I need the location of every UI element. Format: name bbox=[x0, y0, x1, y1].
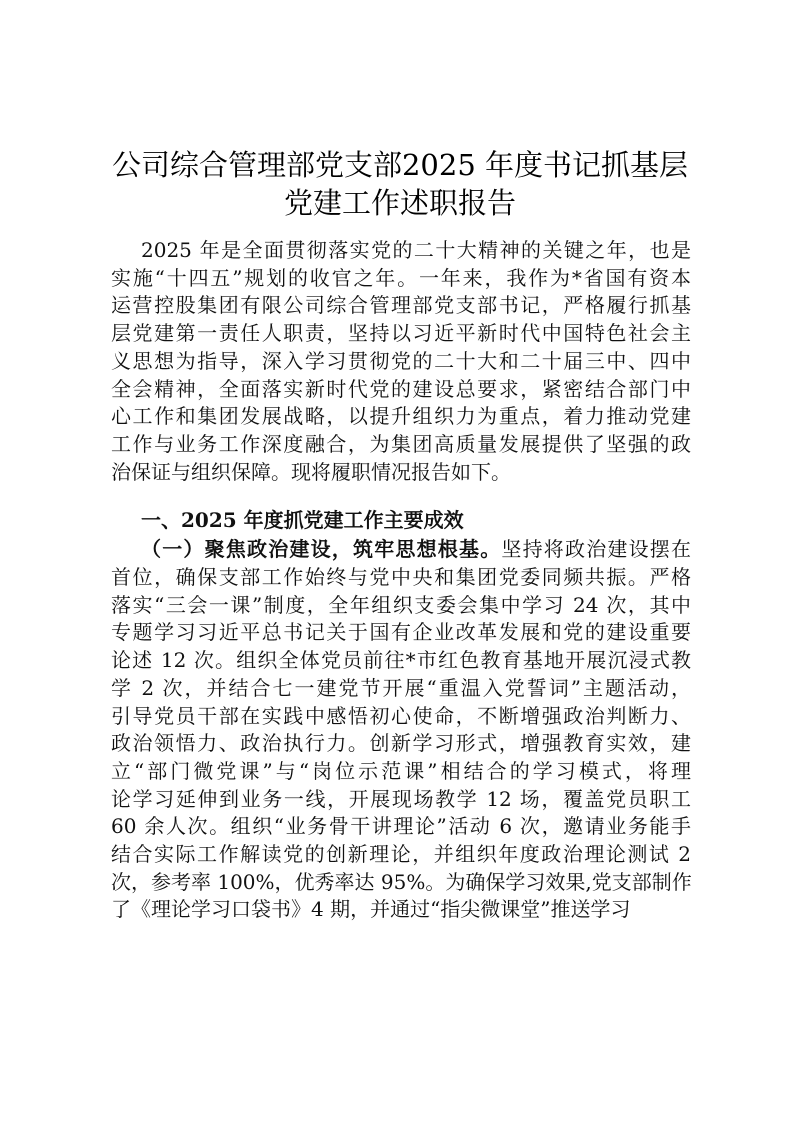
text-line: 论述 12 次。组织全体党员前往*市红色教育基地开展沉浸式教 bbox=[111, 648, 691, 673]
text-line: 心工作和集团发展战略，以提升组织力为重点，着力推动党建 bbox=[111, 404, 691, 429]
text-line: 落实“三会一课”制度，全年组织支委会集中学习 24 次，其中 bbox=[111, 592, 691, 617]
text-line: 论学习延伸到业务一线，开展现场教学 12 场，覆盖党员职工 bbox=[111, 786, 691, 811]
text-line: 层党建第一责任人职责，坚持以习近平新时代中国特色社会主 bbox=[111, 321, 691, 346]
text-line: 全会精神，全面落实新时代党的建设总要求，紧密结合部门中 bbox=[111, 376, 691, 401]
text-line: 结合实际工作解读党的创新理论，并组织年度政治理论测试 2 bbox=[111, 842, 691, 866]
text-line: 引导党员干部在实践中感悟初心使命，不断增强政治判断力、 bbox=[111, 703, 691, 728]
text-line: 次，参考率 100%，优秀率达 95%。为确保学习效果,党支部制作 bbox=[111, 869, 692, 894]
section-heading: 一、2025 年度抓党建工作主要成效 bbox=[141, 508, 464, 532]
text-line: 工作与业务工作深度融合，为集团高质量发展提供了坚强的政 bbox=[111, 431, 691, 456]
text-line: 2025 年是全面贯彻落实党的二十大精神的关键之年，也是 bbox=[141, 238, 691, 262]
text-line: 了《理论学习口袋书》4 期，并通过“指尖微课堂”推送学习 bbox=[111, 897, 631, 922]
document-title-line-2: 党建工作述职报告 bbox=[283, 186, 516, 220]
subsection-title: （一）聚焦政治建设，筑牢思想根基。 bbox=[141, 537, 502, 561]
subsection-first-line bbox=[141, 535, 691, 563]
text-line: 首位，确保支部工作始终与党中央和集团党委同频共振。严格 bbox=[111, 565, 691, 589]
text-line: 60 余人次。组织“业务骨干讲理论”活动 6 次，邀请业务能手 bbox=[111, 814, 691, 839]
subsection-text: 坚持将政治建设摆在 bbox=[501, 537, 692, 561]
text-line: 实施“十四五”规划的收官之年。一年来，我作为*省国有资本 bbox=[111, 265, 691, 290]
text-line: 政治领悟力、政治执行力。创新学习形式，增强教育实效，建 bbox=[111, 731, 691, 756]
document-title-line-1: 公司综合管理部党支部2025 年度书记抓基层 bbox=[111, 148, 689, 182]
text-line: 立“部门微党课”与“岗位示范课”相结合的学习模式，将理 bbox=[111, 758, 691, 783]
text-line: 运营控股集团有限公司综合管理部党支部书记，严格履行抓基 bbox=[111, 293, 691, 318]
text-line: 学 2 次，并结合七一建党节开展“重温入党誓词”主题活动， bbox=[111, 675, 691, 700]
text-line: 治保证与组织保障。现将履职情况报告如下。 bbox=[111, 459, 511, 484]
text-line: 专题学习习近平总书记关于国有企业改革发展和党的建设重要 bbox=[111, 620, 691, 645]
text-line: 义思想为指导，深入学习贯彻党的二十大和二十届三中、四中 bbox=[111, 348, 691, 373]
